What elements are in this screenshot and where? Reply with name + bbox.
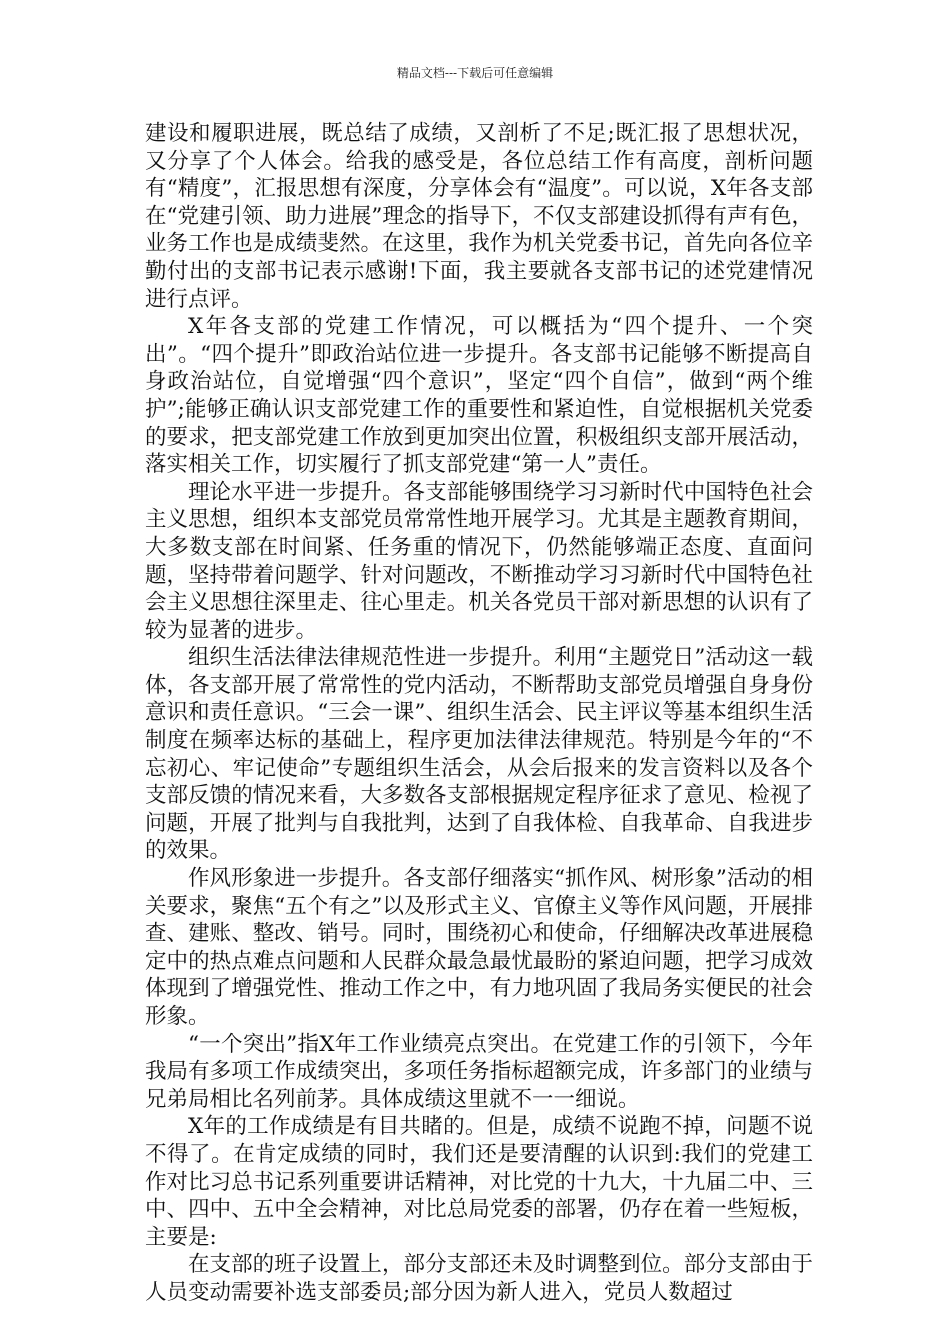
paragraph: X年各支部的党建工作情况，可以概括为“四个提升、一个突出”。“四个提升”即政治站位进一步提升。各支部书记能够不断提高自身政治站位，自觉增强“四个意识”，坚定“四个自信”，做到“两个维护”;能够正确认识支部党建工作的重要性和紧迫性，自觉根据机关党委的要求，把支部党建工作放到更加突出位置，积极组织支部开展活动，落实相关工作，切实履行了抓支部党建“第一人”责任。 [145, 314, 813, 478]
page-header: 精品文档---下载后可任意编辑 [396, 66, 554, 80]
document-body [145, 120, 813, 1307]
paragraph: 建设和履职进展，既总结了成绩，又剖析了不足;既汇报了思想状况，又分享了个人体会。给我的感受是，各位总结工作有高度，剖析问题有“精度”，汇报思想有深度，分享体会有“温度”。可以说，X年各支部在“党建引领、助力进展”理念的指导下，不仅支部建设抓得有声有色，业务工作也是成绩斐然。在这里，我作为机关党委书记，首先向各位辛勤付出的支部书记表示感谢!下面，我主要就各支部书记的述党建情况进行点评。 [145, 121, 813, 312]
paragraph: 作风形象进一步提升。各支部仔细落实“抓作风、树形象”活动的相关要求，聚焦“五个有之”以及形式主义、官僚主义等作风问题，开展排查、建账、整改、销号。同时，围绕初心和使命，仔细解决改革进展稳定中的热点难点问题和人民群众最急最忧最盼的紧迫问题，把学习成效体现到了增强党性、推动工作之中，有力地巩固了我局务实便民的社会形象。 [145, 866, 813, 1029]
paragraph: 理论水平进一步提升。各支部能够围绕学习习新时代中国特色社会主义思想，组织本支部党员常常性地开展学习。尤其是主题教育期间，大多数支部在时间紧、任务重的情况下，仍然能够端正态度、直面问题，坚持带着问题学、针对问题改，不断推动学习习新时代中国特色社会主义思想往深里走、往心里走。机关各党员干部对新思想的认识有了较为显著的进步。 [145, 479, 813, 643]
paragraph: “一个突出”指X年工作业绩亮点突出。在党建工作的引领下，今年我局有多项工作成绩突出，多项任务指标超额完成，许多部门的业绩与兄弟局相比名列前茅。具体成绩这里就不一一细说。 [145, 1031, 813, 1112]
paragraph: 组织生活法律法律规范性进一步提升。利用“主题党日”活动这一载体，各支部开展了常常性的党内活动，不断帮助支部党员增强自身身份意识和责任意识。“三会一课”、组织生活会、民主评议等基本组织生活制度在频率达标的基础上，程序更加法律法律规范。特别是今年的“不忘初心、牢记使命”专题组织生活会，从会后报来的发言资料以及各个支部反馈的情况来看，大多数各支部根据规定程序征求了意见、检视了问题，开展了批判与自我批判，达到了自我体检、自我革命、自我进步的效果。 [145, 645, 813, 864]
paragraph: 在支部的班子设置上，部分支部还未及时调整到位。部分支部由于人员变动需要补选支部委员;部分因为新人进入，党员人数超过 [145, 1252, 813, 1305]
paragraph: X年的工作成绩是有目共睹的。但是，成绩不说跑不掉，问题不说不得了。在肯定成绩的同时，我们还是要清醒的认识到:我们的党建工作对比习总书记系列重要讲话精神，对比党的十九大，十九届二中、三中、四中、五中全会精神，对比总局党委的部署，仍存在着一些短板，主要是: [145, 1114, 813, 1250]
